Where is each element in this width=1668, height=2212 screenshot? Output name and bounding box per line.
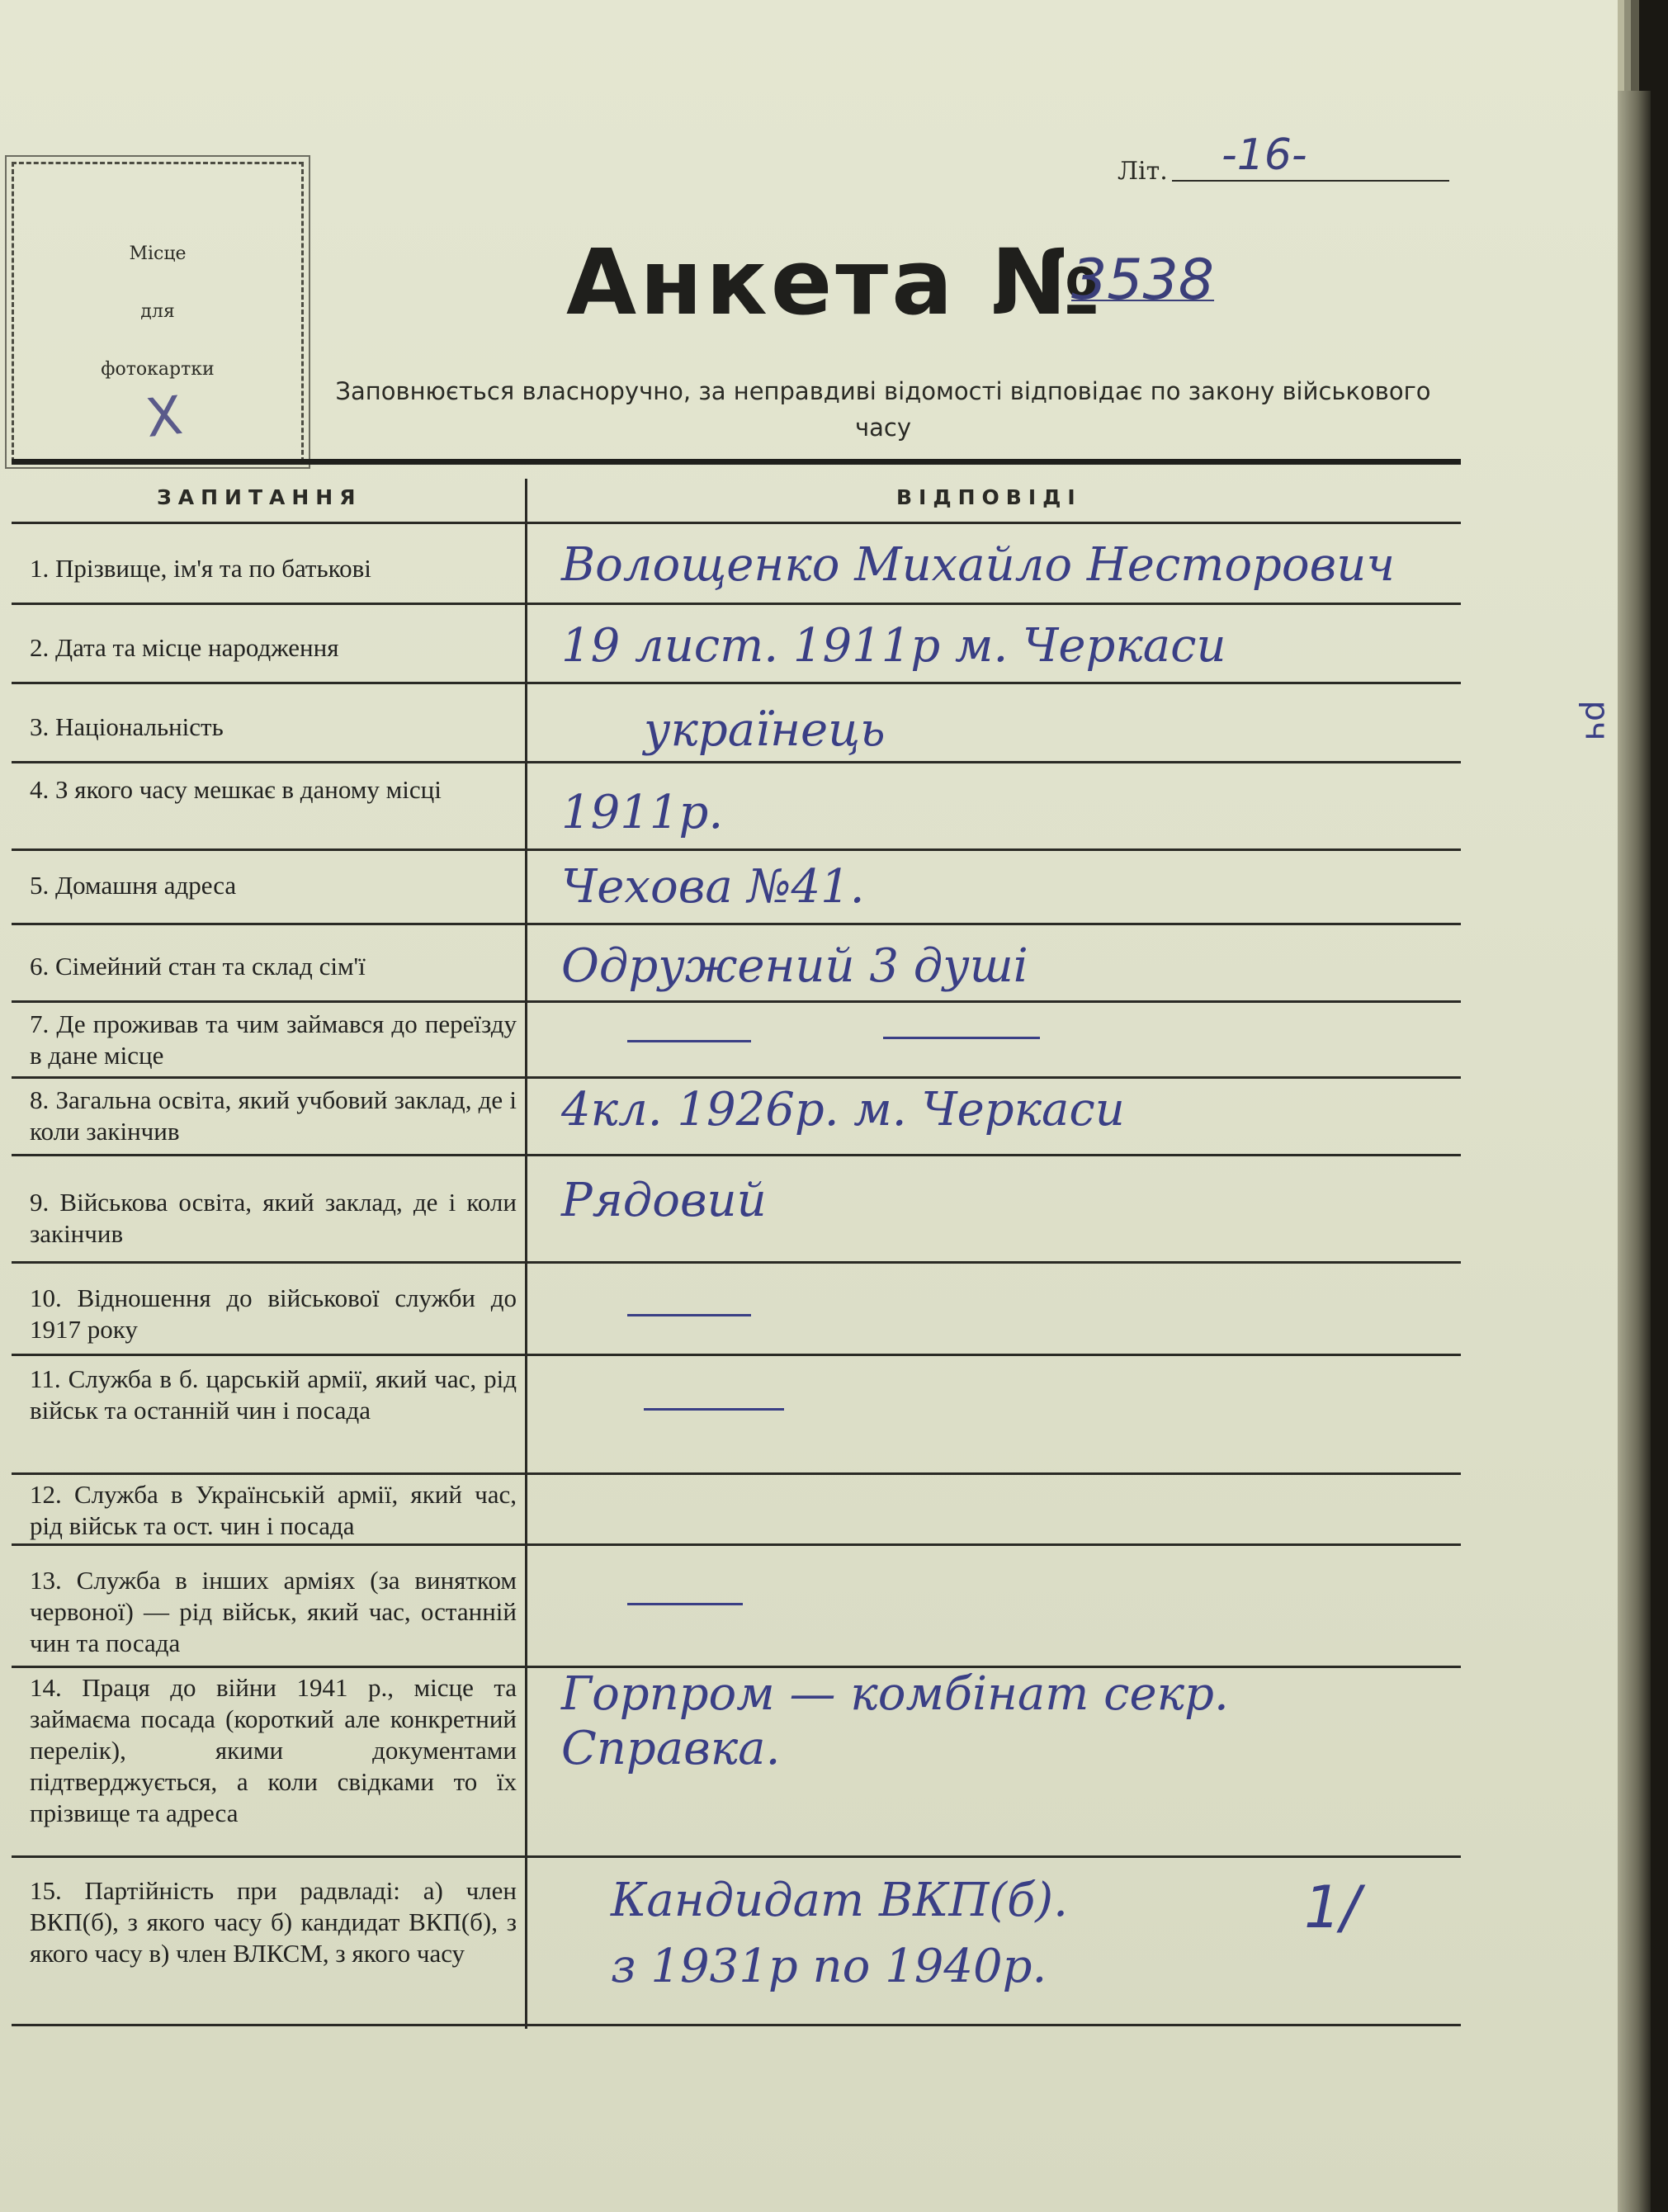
question-14: 14. Праця до війни 1941 р., місце та займаєма посада (короткий але конкретний перелік), якими документами підтверджується, а коли свідками то їх прізвище та адреса [30,1673,517,1827]
answer-14-line-2: Справка. [561,1722,781,1775]
answer-11-dash [644,1408,784,1411]
row-divider [12,848,1461,851]
answer-5: Чехова №41. [561,860,865,914]
row-divider [12,1000,1461,1003]
answer-10-dash [627,1314,751,1316]
column-divider [525,479,527,2029]
answer-7-dash [627,1040,751,1042]
margin-note: рч [1577,700,1616,741]
photo-label-line-1: Місце [129,243,187,264]
answer-9: Рядовий [561,1174,767,1227]
question-1: 1. Прізвище, ім'я та по батькові [30,554,371,583]
answer-2: 19 лист. 1911р м. Черкаси [561,619,1226,673]
answer-15-line-1: Кандидат ВКП(б). [611,1874,1068,1927]
answer-4: 1911р. [561,786,724,839]
question-4: 4. З якого часу мешкає в даному місці [30,775,442,804]
header-rule [12,459,1461,465]
row-divider [12,923,1461,925]
photo-label-line-3: фотокартки [101,359,215,380]
answer-3: українець [644,703,886,757]
row-divider [12,682,1461,684]
photo-label-line-2: для [140,301,175,322]
answer-8: 4кл. 1926р. м. Черкаси [561,1083,1125,1137]
lit-label: Літ. [1118,157,1168,186]
row-divider [12,2024,1461,2026]
question-13: 13. Служба в інших арміях (за винятком червоної) — рід військ, який час, останній чин та посада [30,1566,517,1657]
question-7: 7. Де проживав та чим займався до переїзду в дане місце [30,1009,517,1070]
question-11: 11. Служба в б. царській армії, який час, рід військ та останній чин і посада [30,1364,517,1425]
column-header-rule [12,522,1461,524]
row-divider [12,1354,1461,1356]
question-2: 2. Дата та місце народження [30,633,339,662]
answer-15-line-2: з 1931р по 1940р. [611,1940,1047,1993]
row-divider [12,1154,1461,1156]
column-header-questions: ЗАПИТАННЯ [157,485,362,509]
lit-underline [1172,180,1449,182]
answer-14-line-1: Горпром — комбінат секр. [561,1667,1229,1721]
answer-1: Волощенко Михайло Несторович [561,538,1396,592]
page-edge [1618,91,1651,2212]
question-5: 5. Домашня адреса [30,871,237,900]
question-15: 15. Партійність при радвладі: а) член ВКП(б), з якого часу б) кандидат ВКП(б), з якого часу в) член ВЛКСМ, з якого часу [30,1876,517,1968]
row-divider [12,1076,1461,1079]
lit-value: -16- [1221,130,1307,180]
form-title: Анкета № [566,229,1104,335]
margin-stamp: 1/ [1304,1874,1361,1941]
question-3: 3. Національність [30,712,224,741]
answer-7-dash [883,1037,1040,1039]
row-divider [12,1543,1461,1546]
row-divider [12,761,1461,763]
form-subtitle: Заповнюється власноручно, за неправдиві відомості відповідає по закону військового часу [335,377,1431,442]
question-10: 10. Відношення до військової служби до 1917 року [30,1283,517,1344]
photo-cross-mark: Х [143,385,186,451]
question-9: 9. Військова освіта, який заклад, де і коли закінчив [30,1188,517,1248]
answer-6: Одружений 3 душі [561,939,1028,993]
row-divider [12,1855,1461,1858]
answer-13-dash [627,1603,743,1605]
question-8: 8. Загальна освіта, який учбовий заклад, де і коли закінчив [30,1085,517,1146]
row-divider [12,1472,1461,1475]
column-header-answers: ВІДПОВІДІ [896,485,1082,509]
row-divider [12,1261,1461,1264]
form-number: 3538 [1071,248,1215,313]
photo-placeholder [12,162,304,462]
question-12: 12. Служба в Українській армії, який час, рід військ та ост. чин і посада [30,1480,517,1540]
question-6: 6. Сімейний стан та склад сім'ї [30,952,366,981]
row-divider [12,603,1461,605]
